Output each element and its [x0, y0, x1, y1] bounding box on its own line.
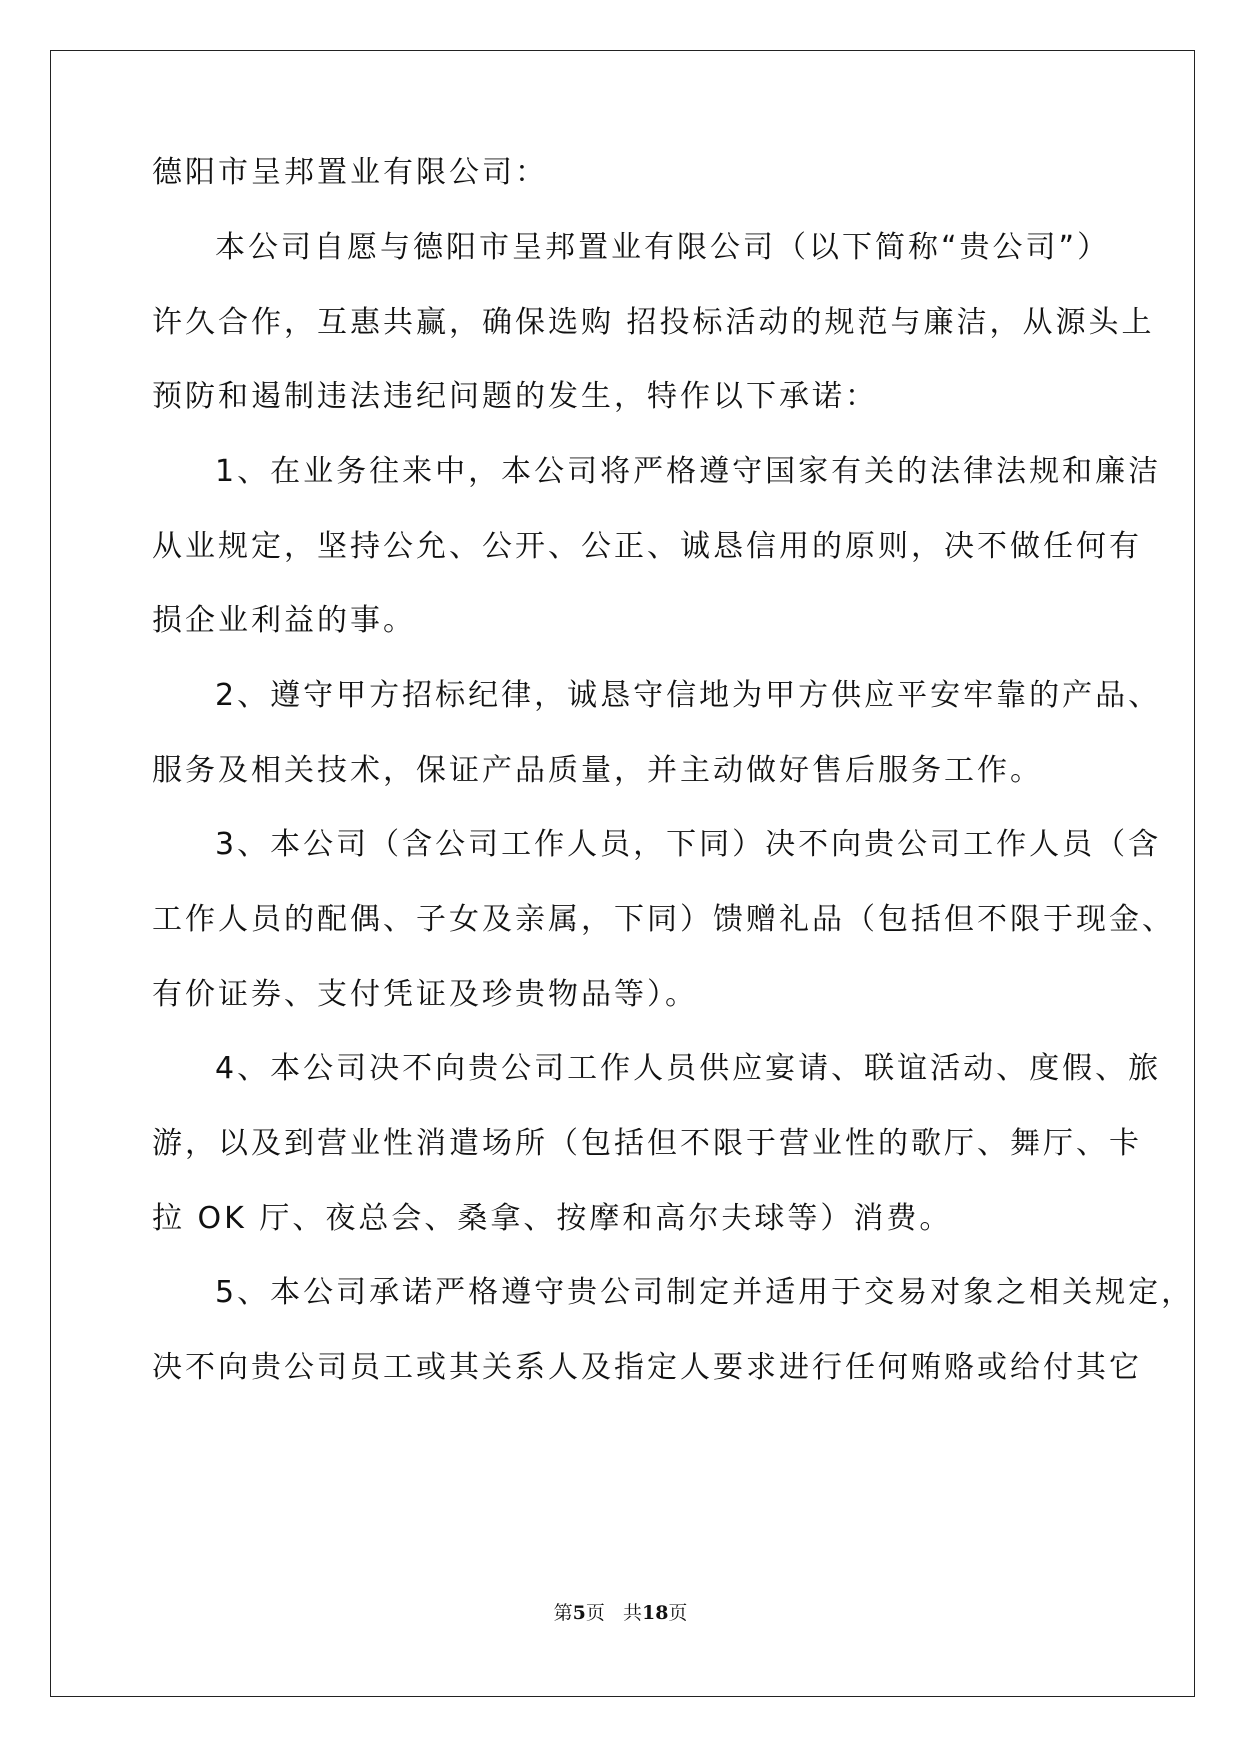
paragraph-line: 本公司自愿与德阳市呈邦置业有限公司（以下简称“贵公司”） [215, 230, 1111, 265]
paragraph-line: 从业规定，坚持公允、公开、公正、诚恳信用的原则，决不做任何有 [152, 529, 1142, 564]
paragraph-line: 拉 OK 厅、夜总会、桑拿、按摩和高尔夫球等）消费。 [152, 1201, 953, 1236]
page-border [50, 50, 1195, 1697]
footer-total-prefix: 共 [622, 1602, 642, 1624]
footer-prefix: 第 [553, 1602, 573, 1624]
addressee-line: 德阳市呈邦置业有限公司： [152, 155, 548, 190]
total-pages-number: 18 [641, 1602, 669, 1624]
paragraph-line: 有价证券、支付凭证及珍贵物品等）。 [152, 977, 698, 1012]
paragraph-line: 许久合作，互惠共赢，确保选购 招投标活动的规范与廉洁，从源头上 [152, 305, 1155, 340]
footer-page-suffix: 页 [585, 1602, 605, 1624]
paragraph-line: 5、本公司承诺严格遵守贵公司制定并适用于交易对象之相关规定， [215, 1275, 1195, 1310]
paragraph-line: 4、本公司决不向贵公司工作人员供应宴请、联谊活动、度假、旅 [215, 1051, 1162, 1086]
paragraph-line: 损企业利益的事。 [152, 603, 416, 638]
paragraph-line: 游，以及到营业性消遣场所（包括但不限于营业性的歌厅、舞厅、卡 [152, 1126, 1142, 1161]
page-footer [0, 1601, 1241, 1625]
paragraph-line: 决不向贵公司员工或其关系人及指定人要求进行任何贿赂或给付其它 [152, 1350, 1142, 1385]
paragraph-line: 预防和遏制违法违纪问题的发生，特作以下承诺： [152, 379, 878, 414]
paragraph-line: 3、本公司（含公司工作人员，下同）决不向贵公司工作人员（含 [215, 827, 1162, 862]
footer-total-suffix: 页 [668, 1602, 688, 1624]
paragraph-line: 服务及相关技术，保证产品质量，并主动做好售后服务工作。 [152, 753, 1043, 788]
current-page-number: 5 [572, 1602, 586, 1624]
paragraph-line: 2、遵守甲方招标纪律，诚恳守信地为甲方供应平安牢靠的产品、 [215, 678, 1162, 713]
paragraph-line: 1、在业务往来中，本公司将严格遵守国家有关的法律法规和廉洁 [215, 454, 1162, 489]
paragraph-line: 工作人员的配偶、子女及亲属，下同）馈赠礼品（包括但不限于现金、 [152, 902, 1175, 937]
